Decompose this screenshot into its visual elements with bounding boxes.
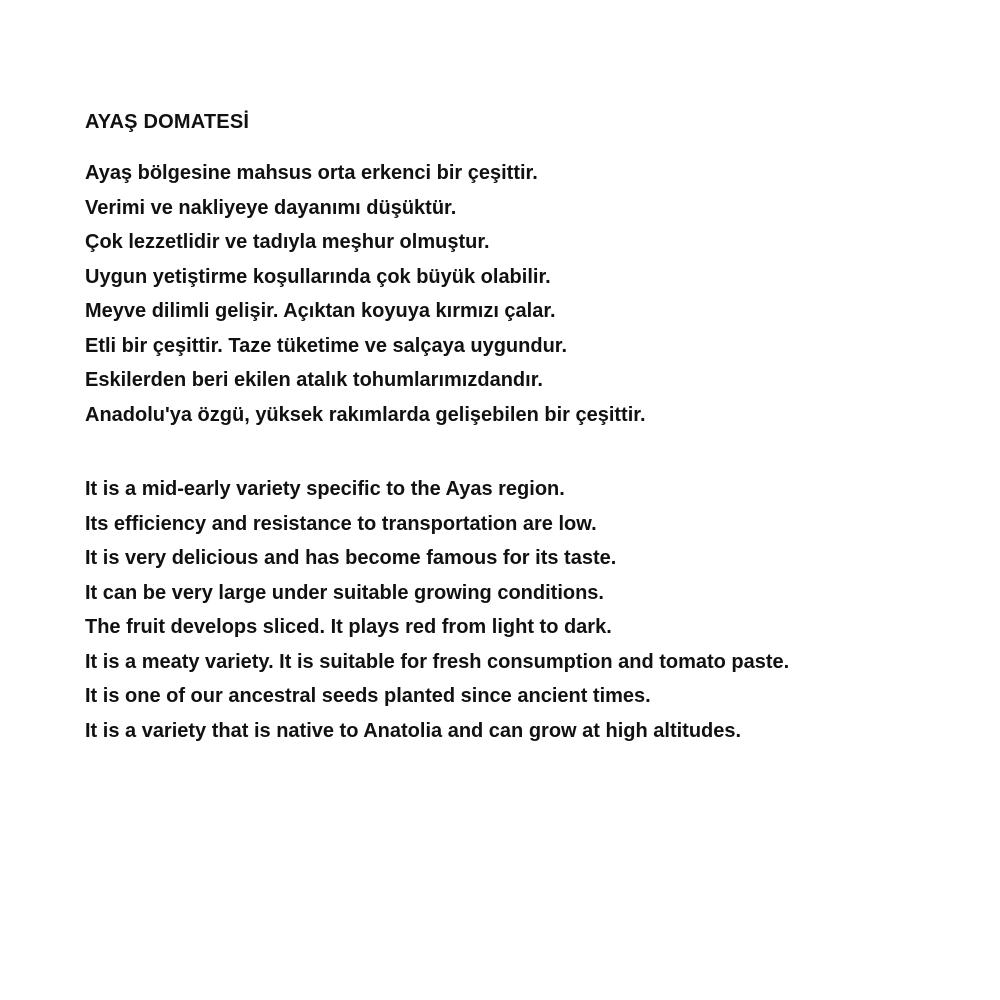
turkish-line: Anadolu'ya özgü, yüksek rakımlarda gelişebilen bir çeşittir. [85,403,646,426]
turkish-line: Verimi ve nakliyeye dayanımı düşüktür. [85,196,457,219]
english-line: It is a mid-early variety specific to the Ayas region. [85,478,565,500]
english-line: It is very delicious and has become famous for its taste. [85,547,617,569]
english-line: Its efficiency and resistance to transportation are low. [85,512,597,535]
turkish-line: Çok lezzetlidir ve tadıyla meşhur olmuştur. [85,231,490,253]
english-line: It is one of our ancestral seeds planted since ancient times. [85,685,651,707]
turkish-line: Etli bir çeşittir. Taze tüketime ve salçaya uygundur. [85,334,568,357]
turkish-line: Eskilerden beri ekilen atalık tohumlarımızdandır. [85,369,543,391]
turkish-line: Meyve dilimli gelişir. Açıktan koyuya kırmızı çalar. [85,300,556,322]
document-title: AYAŞ DOMATESİ [85,111,250,133]
english-line: It is a meaty variety. It is suitable for fresh consumption and tomato paste. [85,650,790,673]
document [85,110,975,748]
english-line: The fruit develops sliced. It plays red from light to dark. [85,616,612,638]
turkish-line: Uygun yetiştirme koşullarında çok büyük olabilir. [85,265,551,288]
english-line: It can be very large under suitable growing conditions. [85,581,604,604]
english-description [85,472,975,748]
turkish-description [85,156,975,432]
english-line: It is a variety that is native to Anatolia and can grow at high altitudes. [85,719,742,742]
turkish-line: Ayaş bölgesine mahsus orta erkenci bir çeşittir. [85,162,538,184]
